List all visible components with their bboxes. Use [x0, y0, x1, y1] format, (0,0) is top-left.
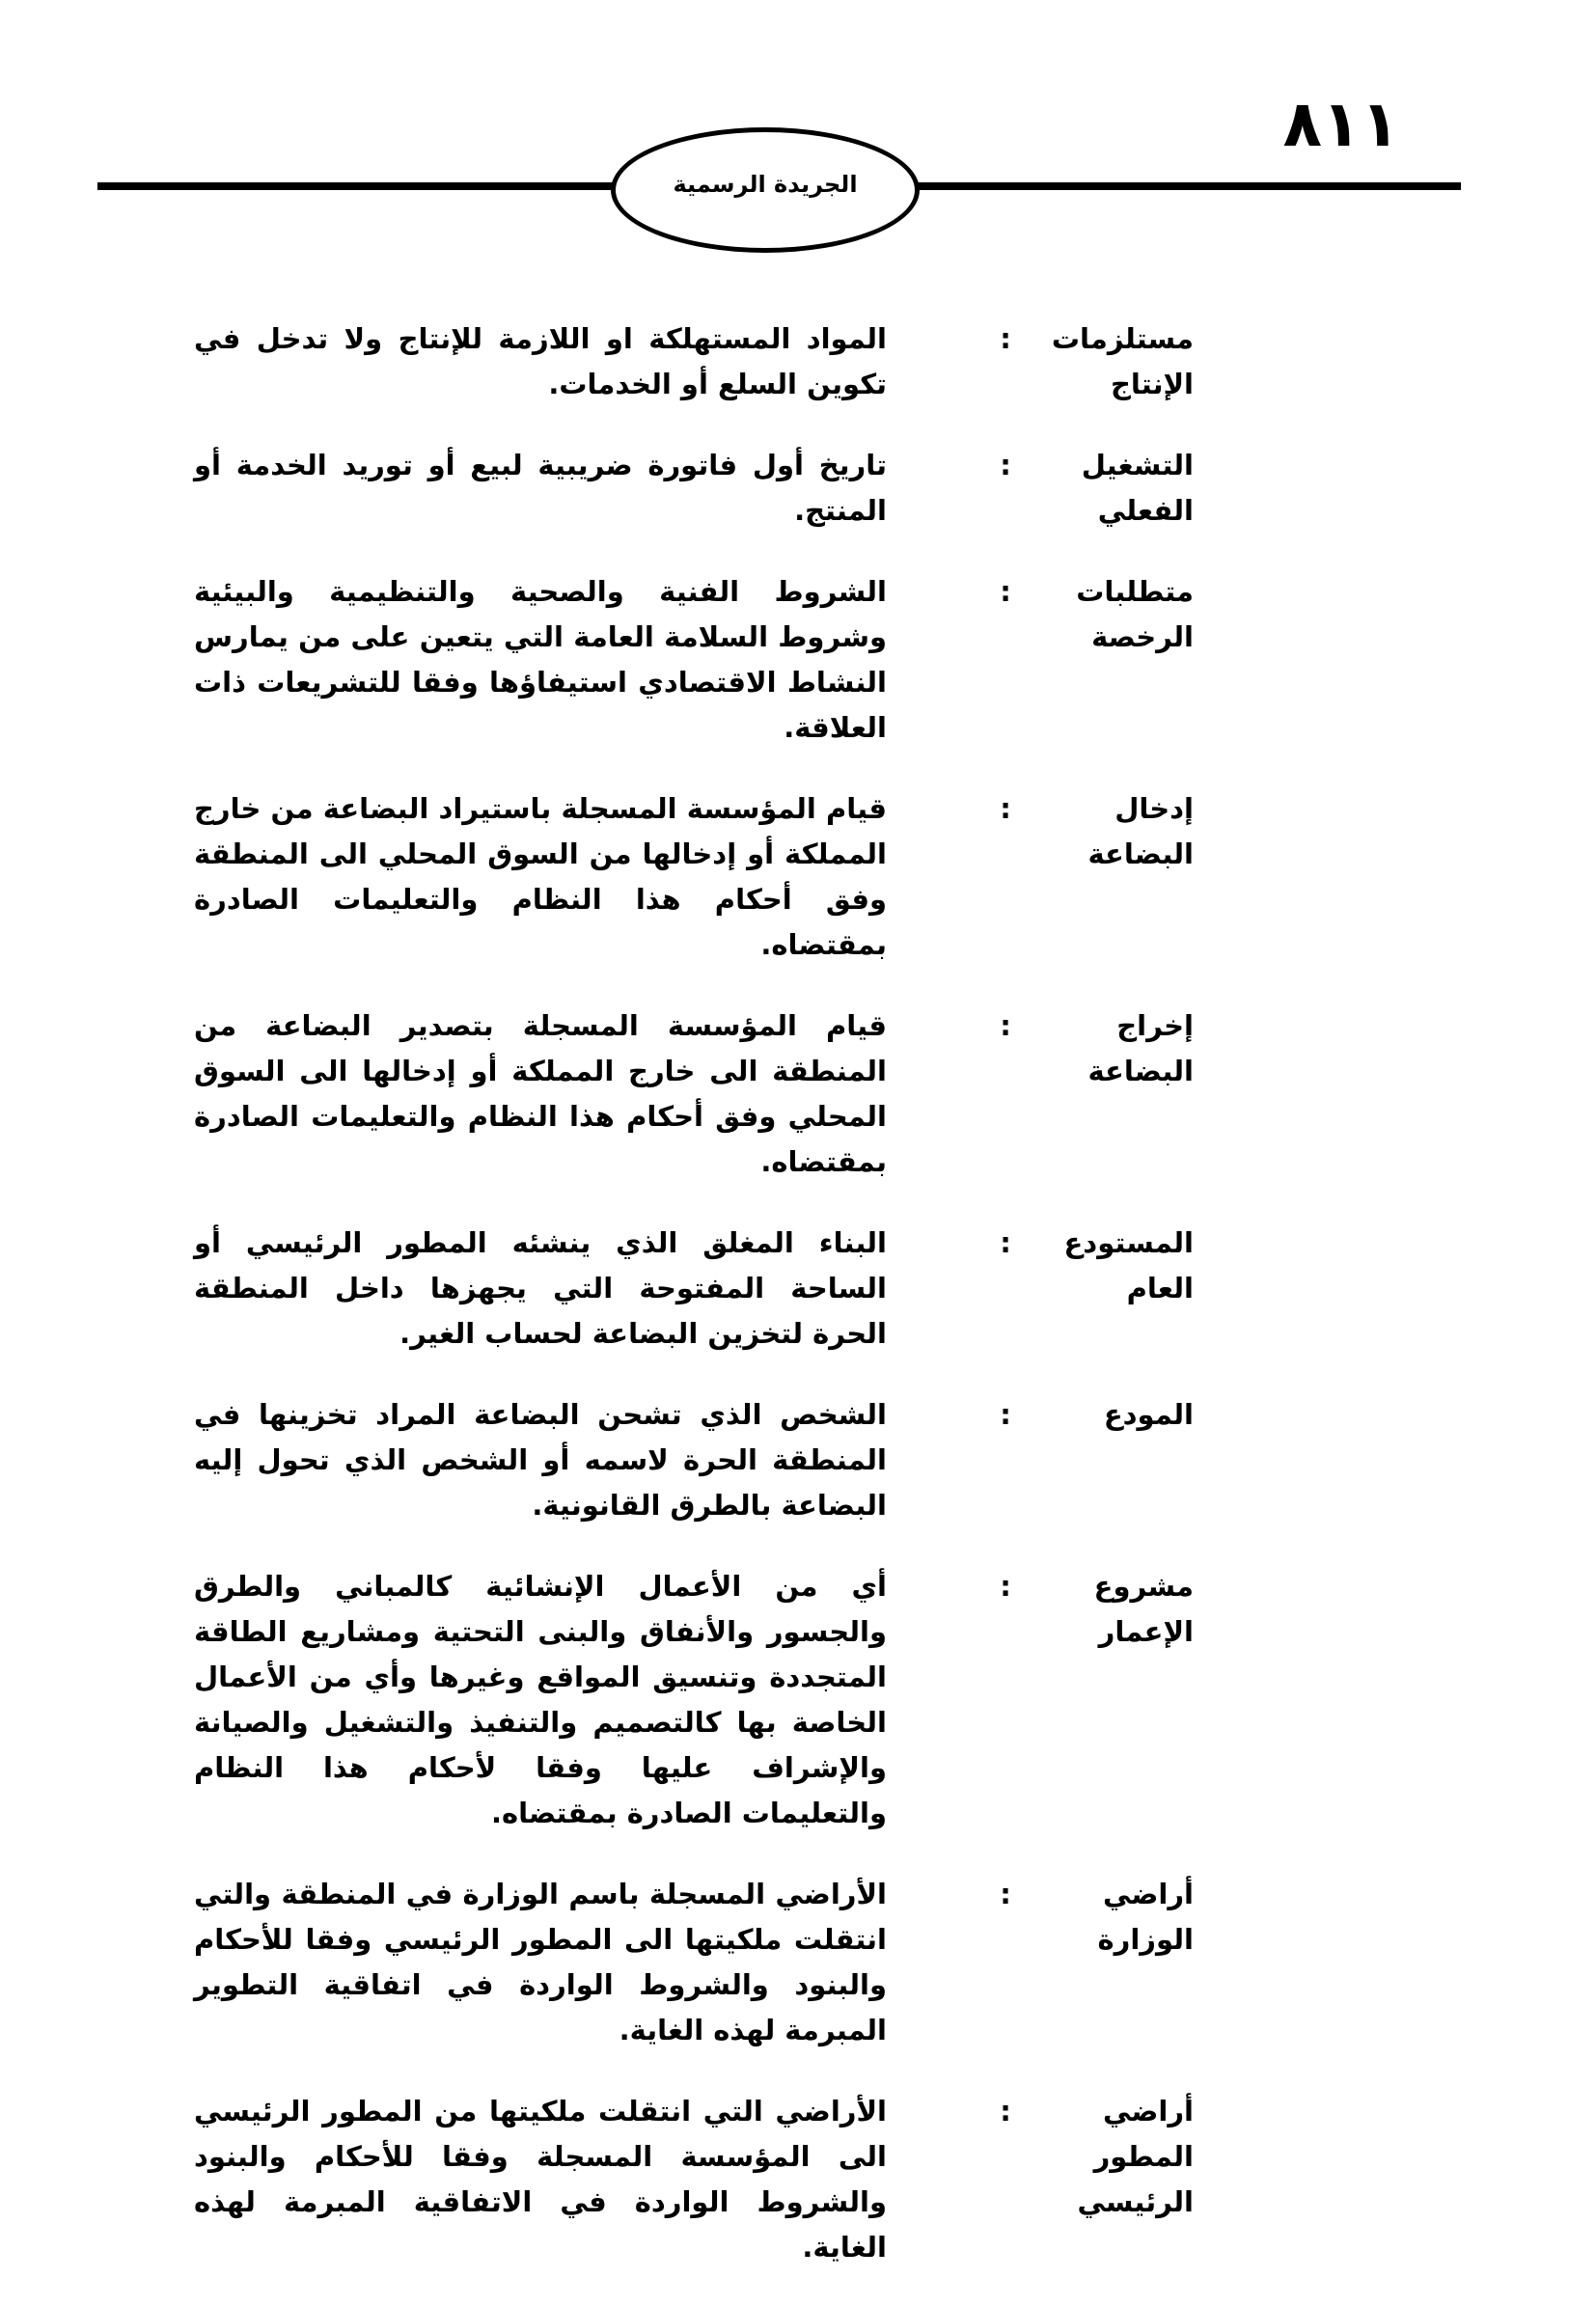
definition-description: قيام المؤسسة المسجلة بتصدير البضاعة من المنطقة الى خارج المملكة أو إدخالها الى السوق المحلي وفق أحكام هذا النظام والتعليمات الصادرة بمقتضاه.	[194, 1009, 887, 1178]
definition-colon: :	[1000, 1398, 1011, 1431]
definition-description: الشخص الذي تشحن البضاعة المراد تخزينها في المنطقة الحرة لاسمه أو الشخص الذي تحول إليه البضاعة بالطرق القانونية.	[194, 1398, 887, 1522]
definition-term: متطلبات الرخصة	[1076, 575, 1194, 653]
definition-term: مشروع الإعمار	[1093, 1570, 1194, 1648]
definition-row	[190, 1221, 1194, 1357]
definition-description: تاريخ أول فاتورة ضريبية لبيع أو توريد الخدمة أو المنتج.	[194, 449, 887, 527]
definition-row	[190, 316, 1194, 407]
definition-row	[190, 2089, 1194, 2270]
gazette-title: الجريدة الرسمية	[673, 171, 858, 198]
definition-row	[190, 1003, 1194, 1185]
definition-colon: :	[1000, 1226, 1011, 1259]
definition-term: إخراج البضاعة	[1087, 1009, 1194, 1087]
definition-description: الأراضي المسجلة باسم الوزارة في المنطقة والتي انتقلت ملكيتها الى المطور الرئيسي وفقا للأحكام والبنود والشروط الواردة في اتفاقية التطوير المبرمة لهذه الغاية.	[194, 1878, 887, 2046]
definition-row	[190, 1872, 1194, 2053]
definition-colon: :	[1000, 322, 1011, 355]
definition-row	[190, 569, 1194, 751]
definition-description: أي من الأعمال الإنشائية كالمباني والطرق والجسور والأنفاق والبنى التحتية ومشاريع الطاقة المتجددة وتنسيق المواقع وغيرها وأي من الأعمال الخاصة بها كالتصميم والتنفيذ والتشغيل والصيانة والإشراف عليها وفقا لأحكام هذا النظام والتعليمات الصادرة بمقتضاه.	[194, 1570, 887, 1829]
definition-colon: :	[1000, 575, 1011, 608]
definition-term: مستلزمات الإنتاج	[1051, 322, 1194, 400]
definition-colon: :	[1000, 449, 1011, 481]
definition-row	[190, 443, 1194, 534]
definition-term: المودع	[1103, 1398, 1194, 1431]
definition-description: قيام المؤسسة المسجلة باستيراد البضاعة من خارج المملكة أو إدخالها من السوق المحلي الى المنطقة وفق أحكام هذا النظام والتعليمات الصادرة بمقتضاه.	[194, 792, 887, 961]
definition-term: أراضي المطور الرئيسي	[1077, 2095, 1194, 2218]
definition-term: إدخال البضاعة	[1087, 792, 1194, 870]
definition-colon: :	[1000, 1878, 1011, 1910]
definitions-list	[190, 316, 1194, 2306]
definition-term: التشغيل الفعلي	[1081, 449, 1194, 527]
definition-colon: :	[1000, 1009, 1011, 1042]
page-number: ٨١١	[1282, 87, 1400, 161]
definition-description: الأراضي التي انتقلت ملكيتها من المطور الرئيسي الى المؤسسة المسجلة وفقا للأحكام والبنود والشروط الواردة في الاتفاقية المبرمة لهذه الغاية.	[194, 2095, 887, 2264]
gazette-title-oval	[611, 127, 920, 253]
definition-row	[190, 786, 1194, 968]
definition-colon: :	[1000, 792, 1011, 825]
definition-colon: :	[1000, 1570, 1011, 1603]
definition-row	[190, 1564, 1194, 1836]
definition-colon: :	[1000, 2095, 1011, 2128]
definition-description: المواد المستهلكة او اللازمة للإنتاج ولا تدخل في تكوين السلع أو الخدمات.	[194, 322, 887, 400]
definition-description: الشروط الفنية والصحية والتنظيمية والبيئية وشروط السلامة العامة التي يتعين على من يمارس النشاط الاقتصادي استيفاؤها وفقا للتشريعات ذات العلاقة.	[194, 575, 887, 744]
definition-term: أراضي الوزارة	[1097, 1878, 1194, 1956]
definition-term: المستودع العام	[1063, 1226, 1194, 1304]
definition-description: البناء المغلق الذي ينشئه المطور الرئيسي أو الساحة المفتوحة التي يجهزها داخل المنطقة الحرة لتخزين البضاعة لحساب الغير.	[194, 1226, 887, 1350]
definition-row	[190, 1392, 1194, 1528]
